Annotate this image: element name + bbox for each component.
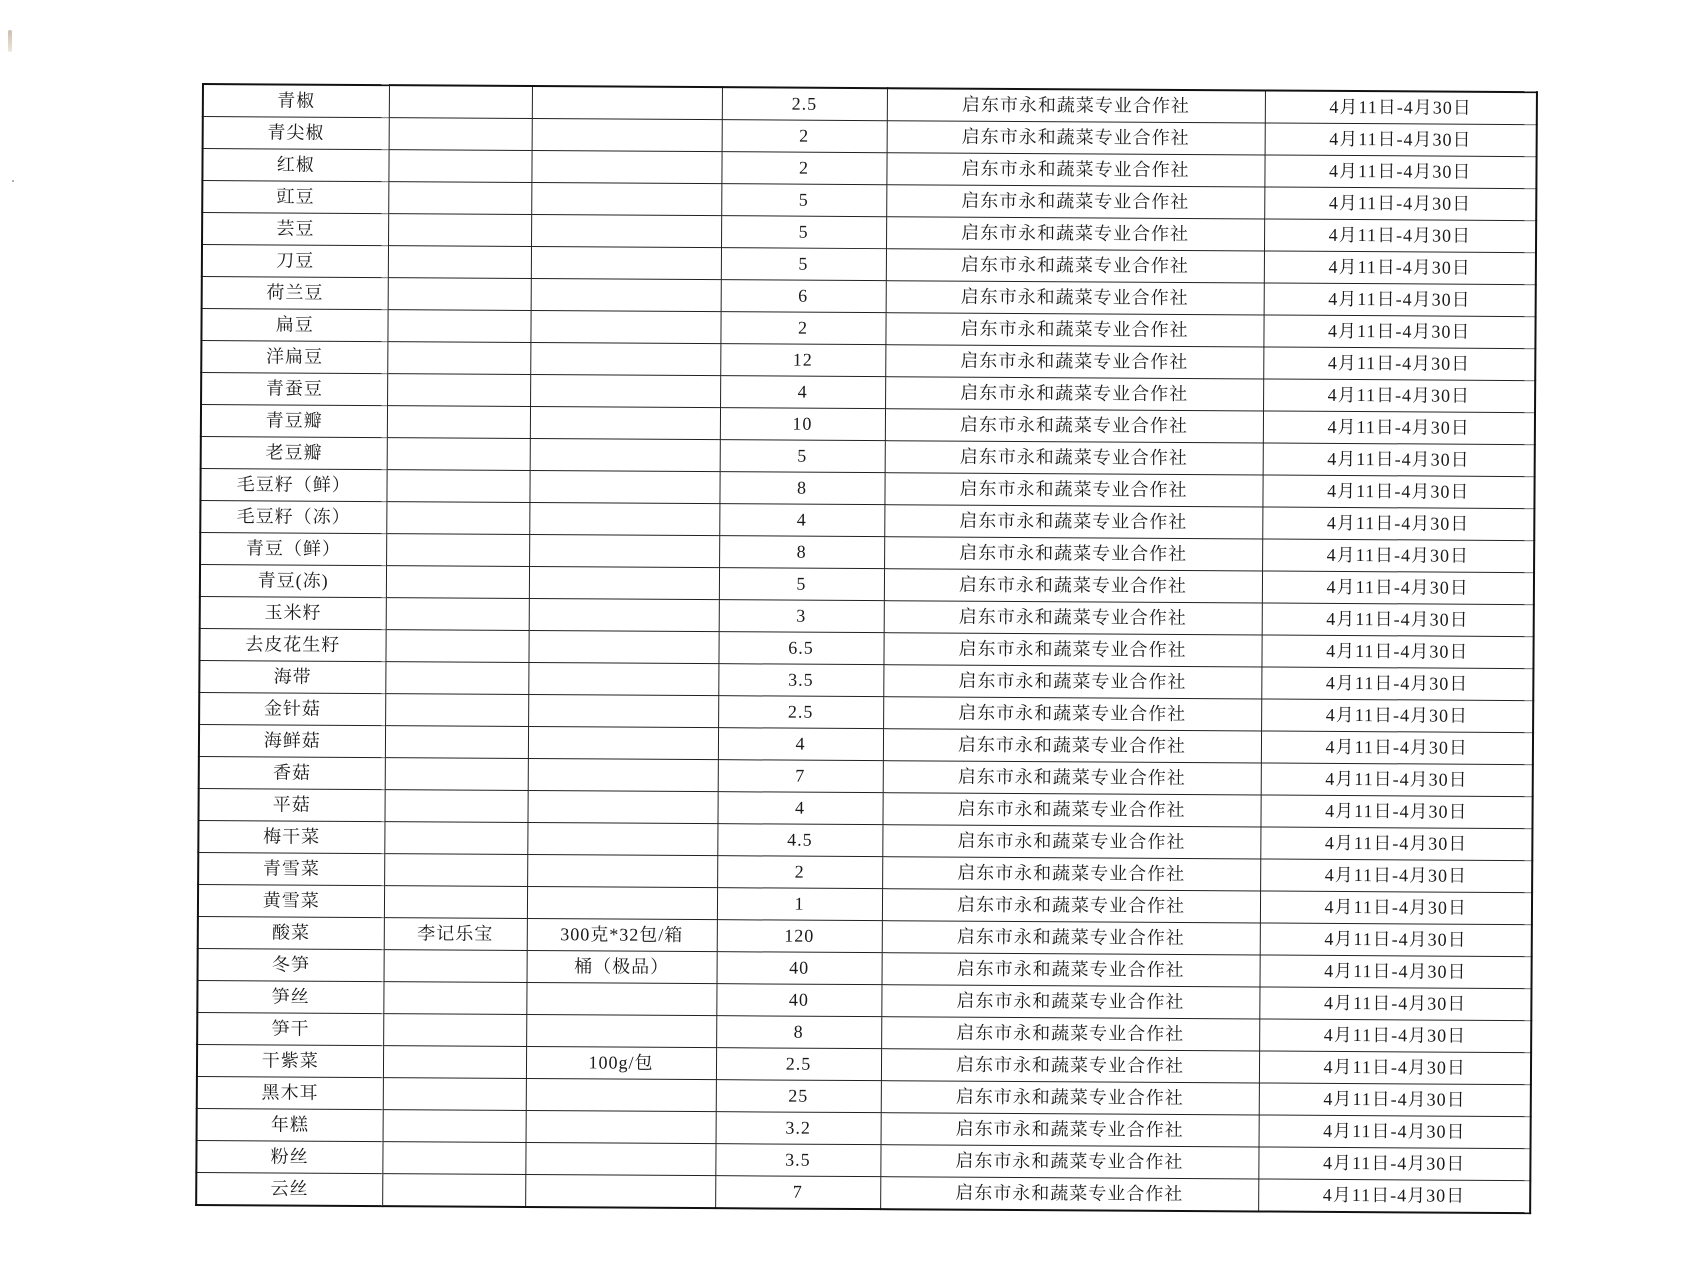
cell-brand bbox=[384, 854, 527, 887]
cell-spec bbox=[529, 535, 719, 568]
cell-period: 4月11日-4月30日 bbox=[1261, 763, 1533, 797]
cell-supplier: 启东市永和蔬菜专业合作社 bbox=[882, 825, 1260, 859]
cell-period: 4月11日-4月30日 bbox=[1263, 347, 1535, 381]
cell-spec bbox=[526, 1110, 716, 1143]
cell-period: 4月11日-4月30日 bbox=[1264, 155, 1536, 189]
cell-brand bbox=[385, 662, 528, 695]
cell-spec bbox=[525, 1174, 715, 1208]
cell-period: 4月11日-4月30日 bbox=[1260, 859, 1532, 893]
cell-spec bbox=[527, 855, 717, 888]
cell-price: 4 bbox=[720, 376, 885, 409]
cell-brand bbox=[382, 1142, 525, 1175]
cell-price: 4.5 bbox=[717, 824, 882, 857]
cell-period: 4月11日-4月30日 bbox=[1260, 923, 1532, 957]
cell-price: 8 bbox=[719, 536, 884, 569]
cell-spec bbox=[529, 567, 719, 600]
cell-product-name: 粉丝 bbox=[196, 1140, 382, 1173]
cell-price: 4 bbox=[717, 792, 882, 825]
cell-period: 4月11日-4月30日 bbox=[1260, 891, 1532, 925]
cell-product-name: 老豆瓣 bbox=[201, 436, 387, 469]
cell-product-name: 青豆(冻) bbox=[200, 564, 386, 597]
cell-brand bbox=[383, 1078, 526, 1111]
cell-brand bbox=[385, 758, 528, 791]
cell-spec: 桶（极品） bbox=[527, 950, 717, 983]
cell-price: 40 bbox=[717, 952, 882, 985]
cell-period: 4月11日-4月30日 bbox=[1261, 667, 1533, 701]
cell-product-name: 金针菇 bbox=[199, 692, 385, 725]
cell-spec bbox=[528, 695, 718, 728]
cell-supplier: 启东市永和蔬菜专业合作社 bbox=[884, 569, 1262, 603]
cell-supplier: 启东市永和蔬菜专业合作社 bbox=[883, 633, 1261, 667]
cell-period: 4月11日-4月30日 bbox=[1264, 251, 1536, 285]
cell-supplier: 启东市永和蔬菜专业合作社 bbox=[885, 409, 1263, 443]
cell-brand bbox=[383, 1110, 526, 1143]
cell-product-name: 刀豆 bbox=[202, 245, 388, 278]
cell-product-name: 玉米籽 bbox=[200, 596, 386, 629]
cell-supplier: 启东市永和蔬菜专业合作社 bbox=[885, 377, 1263, 411]
cell-price: 8 bbox=[716, 1016, 881, 1049]
cell-supplier: 启东市永和蔬菜专业合作社 bbox=[884, 601, 1262, 635]
cell-spec bbox=[528, 759, 718, 792]
cell-brand bbox=[388, 182, 531, 215]
cell-period: 4月11日-4月30日 bbox=[1262, 475, 1534, 509]
cell-product-name: 笋丝 bbox=[197, 980, 383, 1013]
cell-period: 4月11日-4月30日 bbox=[1259, 1051, 1531, 1085]
cell-product-name: 洋扁豆 bbox=[201, 341, 387, 374]
cell-product-name: 红椒 bbox=[202, 149, 388, 182]
cell-price: 10 bbox=[720, 408, 885, 441]
cell-supplier: 启东市永和蔬菜专业合作社 bbox=[884, 505, 1262, 539]
cell-period: 4月11日-4月30日 bbox=[1261, 731, 1533, 765]
cell-period: 4月11日-4月30日 bbox=[1258, 1179, 1530, 1213]
cell-spec bbox=[528, 663, 718, 696]
cell-supplier: 启东市永和蔬菜专业合作社 bbox=[885, 441, 1263, 475]
cell-product-name: 青尖椒 bbox=[203, 117, 389, 150]
cell-spec bbox=[527, 823, 717, 856]
cell-period: 4月11日-4月30日 bbox=[1263, 379, 1535, 413]
cell-period: 4月11日-4月30日 bbox=[1264, 187, 1536, 221]
cell-spec bbox=[526, 1078, 716, 1111]
cell-product-name: 毛豆籽（鲜） bbox=[200, 468, 386, 501]
cell-price: 2.5 bbox=[722, 87, 887, 121]
cell-spec bbox=[527, 887, 717, 920]
cell-product-name: 年糕 bbox=[197, 1108, 383, 1141]
cell-period: 4月11日-4月30日 bbox=[1263, 411, 1535, 445]
cell-period: 4月11日-4月30日 bbox=[1259, 1083, 1531, 1117]
cell-price: 2.5 bbox=[718, 696, 883, 729]
cell-period: 4月11日-4月30日 bbox=[1259, 955, 1531, 989]
scan-mark bbox=[8, 30, 12, 52]
cell-supplier: 启东市永和蔬菜专业合作社 bbox=[881, 1081, 1259, 1115]
cell-spec bbox=[530, 311, 720, 344]
cell-brand bbox=[384, 886, 527, 919]
cell-supplier: 启东市永和蔬菜专业合作社 bbox=[884, 537, 1262, 571]
cell-spec bbox=[531, 151, 721, 184]
cell-brand bbox=[387, 374, 530, 407]
cell-spec bbox=[531, 279, 721, 312]
cell-brand bbox=[384, 790, 527, 823]
cell-period: 4月11日-4月30日 bbox=[1265, 90, 1537, 124]
cell-supplier: 启东市永和蔬菜专业合作社 bbox=[882, 793, 1260, 827]
cell-supplier: 启东市永和蔬菜专业合作社 bbox=[884, 473, 1262, 507]
cell-brand bbox=[388, 246, 531, 279]
cell-brand bbox=[386, 566, 529, 599]
cell-product-name: 青豆（鲜） bbox=[200, 532, 386, 565]
cell-price: 4 bbox=[719, 504, 884, 537]
cell-product-name: 酸菜 bbox=[198, 916, 384, 949]
cell-product-name: 青椒 bbox=[203, 84, 389, 118]
cell-supplier: 启东市永和蔬菜专业合作社 bbox=[880, 1145, 1258, 1179]
cell-spec bbox=[526, 1014, 716, 1047]
cell-price: 1 bbox=[717, 888, 882, 921]
cell-period: 4月11日-4月30日 bbox=[1258, 1147, 1530, 1181]
cell-supplier: 启东市永和蔬菜专业合作社 bbox=[882, 953, 1260, 987]
cell-price: 25 bbox=[716, 1080, 881, 1113]
cell-product-name: 梅干菜 bbox=[198, 820, 384, 853]
cell-product-name: 干紫菜 bbox=[197, 1044, 383, 1077]
cell-price: 5 bbox=[721, 248, 886, 281]
cell-brand bbox=[388, 150, 531, 183]
cell-spec bbox=[528, 727, 718, 760]
cell-period: 4月11日-4月30日 bbox=[1262, 603, 1534, 637]
cell-brand bbox=[385, 726, 528, 759]
cell-product-name: 青豆瓣 bbox=[201, 405, 387, 438]
cell-period: 4月11日-4月30日 bbox=[1259, 987, 1531, 1021]
cell-supplier: 启东市永和蔬菜专业合作社 bbox=[887, 88, 1265, 123]
cell-price: 5 bbox=[721, 216, 886, 249]
cell-price: 2 bbox=[717, 856, 882, 889]
cell-product-name: 黑木耳 bbox=[197, 1076, 383, 1109]
cell-brand bbox=[388, 214, 531, 247]
cell-supplier: 启东市永和蔬菜专业合作社 bbox=[881, 1049, 1259, 1083]
cell-spec bbox=[531, 183, 721, 216]
cell-brand bbox=[386, 470, 529, 503]
cell-brand bbox=[385, 630, 528, 663]
cell-supplier: 启东市永和蔬菜专业合作社 bbox=[883, 729, 1261, 763]
cell-brand bbox=[385, 694, 528, 727]
cell-brand: 李记乐宝 bbox=[384, 918, 527, 951]
cell-price: 3.5 bbox=[718, 664, 883, 697]
cell-price: 2.5 bbox=[716, 1048, 881, 1081]
cell-brand bbox=[386, 502, 529, 535]
cell-brand bbox=[383, 1046, 526, 1079]
cell-price: 5 bbox=[721, 184, 886, 217]
cell-brand bbox=[386, 534, 529, 567]
scan-dot bbox=[12, 180, 14, 182]
cell-supplier: 启东市永和蔬菜专业合作社 bbox=[885, 313, 1263, 347]
cell-brand bbox=[384, 822, 527, 855]
cell-product-name: 黄雪菜 bbox=[198, 884, 384, 917]
cell-supplier: 启东市永和蔬菜专业合作社 bbox=[887, 121, 1265, 155]
cell-price: 7 bbox=[718, 760, 883, 793]
cell-brand bbox=[383, 1014, 526, 1047]
cell-product-name: 荷兰豆 bbox=[202, 277, 388, 310]
cell-supplier: 启东市永和蔬菜专业合作社 bbox=[886, 281, 1264, 315]
cell-price: 3 bbox=[719, 600, 884, 633]
cell-spec bbox=[532, 119, 722, 152]
cell-product-name: 扁豆 bbox=[201, 309, 387, 342]
cell-product-name: 云丝 bbox=[196, 1172, 382, 1206]
cell-product-name: 青蚕豆 bbox=[201, 373, 387, 406]
cell-brand bbox=[389, 85, 532, 118]
cell-product-name: 海带 bbox=[199, 660, 385, 693]
cell-period: 4月11日-4月30日 bbox=[1260, 827, 1532, 861]
cell-product-name: 去皮花生籽 bbox=[199, 628, 385, 661]
cell-period: 4月11日-4月30日 bbox=[1261, 635, 1533, 669]
cell-supplier: 启东市永和蔬菜专业合作社 bbox=[885, 345, 1263, 379]
cell-spec bbox=[531, 247, 721, 280]
cell-period: 4月11日-4月30日 bbox=[1263, 443, 1535, 477]
cell-supplier: 启东市永和蔬菜专业合作社 bbox=[882, 921, 1260, 955]
cell-period: 4月11日-4月30日 bbox=[1259, 1115, 1531, 1149]
cell-spec bbox=[530, 407, 720, 440]
cell-period: 4月11日-4月30日 bbox=[1265, 123, 1537, 157]
cell-product-name: 冬笋 bbox=[198, 948, 384, 981]
cell-supplier: 启东市永和蔬菜专业合作社 bbox=[881, 985, 1259, 1019]
cell-spec bbox=[532, 86, 722, 120]
cell-product-name: 海鲜菇 bbox=[199, 724, 385, 757]
cell-supplier: 启东市永和蔬菜专业合作社 bbox=[882, 889, 1260, 923]
cell-brand bbox=[387, 438, 530, 471]
cell-period: 4月11日-4月30日 bbox=[1264, 283, 1536, 317]
cell-price: 120 bbox=[717, 920, 882, 953]
cell-supplier: 启东市永和蔬菜专业合作社 bbox=[880, 1177, 1258, 1212]
cell-supplier: 启东市永和蔬菜专业合作社 bbox=[886, 217, 1264, 251]
cell-price: 2 bbox=[720, 312, 885, 345]
table-body bbox=[196, 84, 1537, 1213]
price-table bbox=[195, 83, 1538, 1214]
cell-period: 4月11日-4月30日 bbox=[1259, 1019, 1531, 1053]
cell-price: 5 bbox=[720, 440, 885, 473]
cell-spec bbox=[530, 439, 720, 472]
cell-price: 3.2 bbox=[716, 1112, 881, 1145]
cell-price: 12 bbox=[720, 344, 885, 377]
cell-period: 4月11日-4月30日 bbox=[1263, 315, 1535, 349]
cell-supplier: 启东市永和蔬菜专业合作社 bbox=[886, 153, 1264, 187]
cell-period: 4月11日-4月30日 bbox=[1260, 795, 1532, 829]
cell-brand bbox=[383, 982, 526, 1015]
cell-price: 2 bbox=[722, 120, 887, 153]
cell-spec bbox=[526, 982, 716, 1015]
cell-spec: 100g/包 bbox=[526, 1046, 716, 1079]
cell-supplier: 启东市永和蔬菜专业合作社 bbox=[883, 697, 1261, 731]
cell-period: 4月11日-4月30日 bbox=[1261, 699, 1533, 733]
cell-brand bbox=[384, 950, 527, 983]
cell-spec bbox=[529, 503, 719, 536]
cell-supplier: 启东市永和蔬菜专业合作社 bbox=[882, 857, 1260, 891]
cell-supplier: 启东市永和蔬菜专业合作社 bbox=[883, 665, 1261, 699]
cell-supplier: 启东市永和蔬菜专业合作社 bbox=[881, 1017, 1259, 1051]
cell-price: 5 bbox=[719, 568, 884, 601]
cell-brand bbox=[387, 406, 530, 439]
cell-period: 4月11日-4月30日 bbox=[1262, 539, 1534, 573]
cell-product-name: 毛豆籽（冻） bbox=[200, 500, 386, 533]
cell-spec bbox=[525, 1142, 715, 1175]
cell-spec bbox=[530, 375, 720, 408]
cell-brand bbox=[386, 598, 529, 631]
cell-product-name: 平菇 bbox=[198, 788, 384, 821]
cell-brand bbox=[387, 342, 530, 375]
cell-spec: 300克*32包/箱 bbox=[527, 919, 717, 952]
cell-supplier: 启东市永和蔬菜专业合作社 bbox=[883, 761, 1261, 795]
document-page bbox=[195, 83, 1536, 1214]
cell-product-name: 青雪菜 bbox=[198, 852, 384, 885]
cell-brand bbox=[387, 310, 530, 343]
cell-price: 7 bbox=[715, 1176, 880, 1210]
cell-spec bbox=[527, 791, 717, 824]
cell-product-name: 豇豆 bbox=[202, 181, 388, 214]
cell-price: 6.5 bbox=[718, 632, 883, 665]
cell-price: 40 bbox=[716, 984, 881, 1017]
cell-price: 2 bbox=[721, 152, 886, 185]
cell-product-name: 笋干 bbox=[197, 1012, 383, 1045]
cell-brand bbox=[382, 1174, 525, 1207]
cell-price: 4 bbox=[718, 728, 883, 761]
cell-brand bbox=[389, 118, 532, 151]
cell-price: 8 bbox=[719, 472, 884, 505]
cell-supplier: 启东市永和蔬菜专业合作社 bbox=[886, 249, 1264, 283]
cell-spec bbox=[529, 599, 719, 632]
cell-spec bbox=[528, 631, 718, 664]
cell-period: 4月11日-4月30日 bbox=[1264, 219, 1536, 253]
cell-price: 6 bbox=[721, 280, 886, 313]
cell-product-name: 芸豆 bbox=[202, 213, 388, 246]
cell-supplier: 启东市永和蔬菜专业合作社 bbox=[881, 1113, 1259, 1147]
cell-brand bbox=[388, 278, 531, 311]
cell-product-name: 香菇 bbox=[199, 756, 385, 789]
cell-period: 4月11日-4月30日 bbox=[1262, 571, 1534, 605]
cell-spec bbox=[529, 471, 719, 504]
cell-price: 3.5 bbox=[715, 1144, 880, 1177]
cell-period: 4月11日-4月30日 bbox=[1262, 507, 1534, 541]
cell-spec bbox=[531, 215, 721, 248]
cell-supplier: 启东市永和蔬菜专业合作社 bbox=[886, 185, 1264, 219]
cell-spec bbox=[530, 343, 720, 376]
